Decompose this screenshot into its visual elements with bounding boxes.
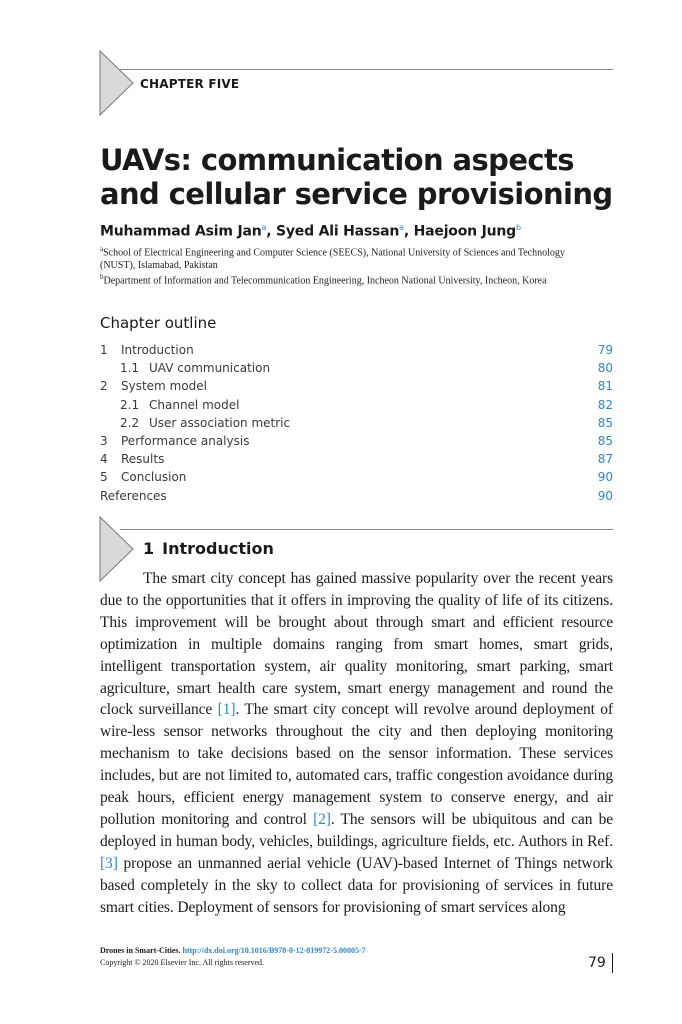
doi-link[interactable]: http://dx.doi.org/10.1016/B978-0-12-819972-5.00005-7 [182, 946, 366, 955]
toc-page-link[interactable]: 79 [597, 343, 613, 357]
toc-number: 2 [100, 379, 108, 394]
toc-entry[interactable] [100, 396, 613, 414]
toc-number: 5 [100, 470, 108, 485]
toc-page-link[interactable]: 80 [597, 361, 613, 376]
toc-entry[interactable] [100, 432, 613, 450]
toc-label: Conclusion [121, 470, 187, 485]
body-text-run: The smart city concept has gained massive popularity over the recent years due to the opportunities that it offers in improving the quality of life of its citizens. This improvement will be brought about through smart and efficient resource optimization in multiple domains ranging from smart homes, smart grids, intelligent transportation system, air quality monitoring, smart parking, smart agriculture, smart health care system, smart energy management and round the clock surveillance [100, 570, 613, 719]
toc-label: References [100, 488, 167, 503]
toc-page-link[interactable]: 90 [597, 470, 613, 485]
footer-journal: Drones in Smart-Cities. [100, 946, 181, 955]
toc-entry[interactable] [100, 359, 613, 377]
page-number: 79 [588, 953, 613, 973]
body-paragraph [100, 568, 613, 919]
toc-number: 2.2 [120, 415, 140, 430]
toc-label: System model [121, 379, 207, 394]
author-separator: , [266, 223, 276, 240]
body-text-run: propose an unmanned aerial vehicle (UAV)-based Internet of Things network based completely in the sky to collect data for provisioning of services in future smart cities. Deployment of sensors for provisioning of smart services along [100, 854, 613, 916]
toc-entry[interactable] [100, 450, 613, 468]
author-list [100, 223, 521, 240]
toc-label: Performance analysis [121, 433, 250, 448]
toc-number: 2.1 [120, 397, 140, 412]
page-footer [100, 945, 366, 969]
body-text-run: . The smart city concept will revolve around deployment of wire-less sensor networks throughout the city and then deploying monitoring mechanism to take decisions based on the sensor information. These services includes, but are not limited to, automated cars, traffic congestion avoidance during peak hours, efficient energy management system to conserve energy, and air pollution monitoring and control [100, 701, 613, 828]
chapter-title: UAVs: communication aspects and cellular service provisioning [100, 143, 613, 211]
section-heading [143, 539, 274, 558]
toc-page-link[interactable]: 82 [597, 397, 613, 412]
toc-page-link[interactable]: 90 [597, 488, 613, 503]
citation-link[interactable]: [3] [100, 854, 118, 872]
toc-label: User association metric [149, 415, 291, 430]
affil-marker: a [100, 245, 104, 253]
chapter-label: CHAPTER FIVE [140, 77, 240, 91]
author-name[interactable]: Haejoon Jung [413, 223, 516, 240]
toc-entry[interactable] [100, 487, 613, 505]
toc-entry[interactable] [100, 414, 613, 432]
toc-entry[interactable] [100, 341, 613, 359]
author-affil-marker: a [399, 223, 404, 232]
affiliation-a [100, 243, 580, 272]
chapter-chevron-icon [99, 50, 135, 116]
toc-entry[interactable] [100, 468, 613, 486]
toc-entry[interactable] [100, 377, 613, 395]
toc-number: 1 [100, 343, 108, 357]
outline-heading: Chapter outline [100, 314, 217, 332]
affil-text: School of Electrical Engineering and Computer Science (SEECS), National University of Sciences and Technology (NUST), Islamabad, Pakistan [100, 247, 565, 272]
citation-link[interactable]: [1] [217, 701, 236, 719]
section-title: Introduction [162, 539, 274, 558]
toc-label: Introduction [121, 343, 194, 357]
author-name[interactable]: Muhammad Asim Jan [100, 223, 262, 240]
toc-number: 4 [100, 452, 108, 467]
author-affil-marker: a [261, 223, 267, 232]
affil-text: Department of Information and Telecommunication Engineering, Incheon National University, Incheon, Korea [103, 275, 547, 287]
affiliation-b [100, 271, 547, 287]
chapter-rule [120, 69, 613, 70]
body-text-run: . The sensors will be ubiquitous and can be deployed in human body, vehicles, buildings, agriculture fields, etc. Authors in Ref. [100, 810, 613, 850]
author-separator: , [403, 223, 414, 240]
citation-link[interactable]: [2] [313, 810, 331, 828]
section-rule [120, 529, 613, 530]
toc-label: Results [121, 452, 165, 467]
affil-marker: b [100, 273, 104, 281]
footer-copyright: Copyright © 2020 Elsevier Inc. All rights reserved. [100, 958, 265, 967]
toc-number: 3 [100, 433, 108, 448]
chapter-outline [100, 341, 613, 505]
toc-label: Channel model [149, 397, 240, 412]
toc-page-link[interactable]: 81 [597, 379, 613, 394]
toc-page-link[interactable]: 85 [597, 415, 613, 430]
toc-number: 1.1 [120, 361, 140, 376]
author-name[interactable]: Syed Ali Hassan [275, 223, 400, 240]
toc-page-link[interactable]: 85 [597, 433, 613, 448]
toc-page-link[interactable]: 87 [597, 452, 613, 467]
toc-label: UAV communication [149, 361, 271, 376]
author-affil-marker: b [515, 223, 521, 232]
section-number: 1 [143, 539, 155, 558]
